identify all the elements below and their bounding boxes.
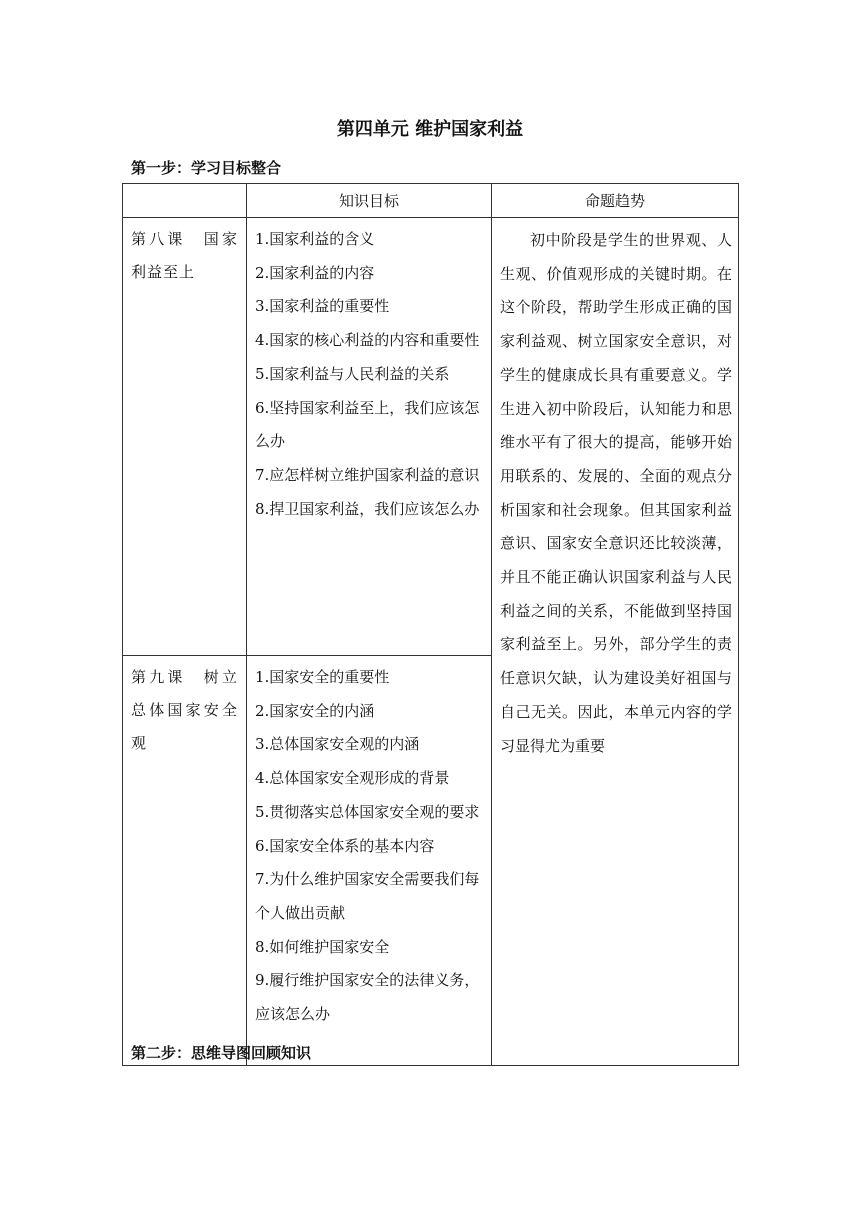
goal-item: 1.国家利益的含义 — [255, 230, 375, 248]
step-two-heading: 第二步：思维导图回顾知识 — [131, 1044, 312, 1062]
exam-trend-text: 初中阶段是学生的世界观、人生观、价值观形成的关键时期。在这个阶段，帮助学生形成正确的国家利益观、树立国家安全意识，对学生的健康成长具有重要意义。学生进入初中阶段后，认知能力和思维水平有了很大的提高，能够开始用联系的、发展的、全面的观点分析国家和社会现象。但其国家利益意识、国家安全意识还比较淡薄，并且不能正确认识国家利益与人民利益之间的关系，不能做到坚持国家利益至上。另外，部分学生的责任意识欠缺，认为建设美好祖国与自己无关。因此，本单元内容的学习显得尤为重要 — [500, 231, 732, 755]
goal-item: 5.贯彻落实总体国家安全观的要求 — [255, 802, 480, 821]
goal-item: 6.国家安全体系的基本内容 — [255, 836, 435, 855]
knowledge-goals-cell — [247, 218, 492, 656]
goal-item: 3.总体国家安全观的内涵 — [255, 735, 420, 754]
goal-item: 6.坚持国家利益至上，我们应该怎么办 — [255, 398, 480, 451]
learning-objectives-table — [122, 183, 739, 1066]
goal-item: 1.国家安全的重要性 — [255, 668, 390, 686]
knowledge-goals-cell — [247, 656, 492, 1066]
lesson-name: 第八课 国家利益至上 — [123, 218, 247, 656]
goal-item: 8.捍卫国家利益，我们应该怎么办 — [255, 499, 480, 518]
header-exam-trends: 命题趋势 — [492, 184, 739, 218]
goal-item: 4.国家的核心利益的内容和重要性 — [255, 331, 480, 350]
header-blank — [123, 184, 247, 218]
goal-item: 2.国家安全的内涵 — [255, 701, 375, 720]
table-header-row — [123, 184, 739, 218]
goal-item: 8.如何维护国家安全 — [255, 937, 390, 956]
header-knowledge-goals: 知识目标 — [247, 184, 492, 218]
document-title: 第四单元 维护国家利益 — [336, 119, 524, 140]
goal-item: 2.国家利益的内容 — [255, 263, 375, 282]
step-one-heading: 第一步：学习目标整合 — [131, 159, 282, 177]
goal-item: 7.为什么维护国家安全需要我们每个人做出贡献 — [255, 870, 480, 922]
lesson-name: 第九课 树立总体国家安全观 — [123, 656, 247, 1066]
exam-trend-cell — [492, 218, 739, 1066]
goal-item: 7.应怎样树立维护国家利益的意识 — [255, 465, 480, 484]
goal-item: 5.国家利益与人民利益的关系 — [255, 364, 450, 383]
goal-item: 9.履行维护国家安全的法律义务，应该怎么办 — [255, 971, 480, 1024]
goal-item: 3.国家利益的重要性 — [255, 297, 390, 316]
table-row-lesson-8 — [123, 218, 739, 656]
goal-item: 4.总体国家安全观形成的背景 — [255, 769, 450, 788]
